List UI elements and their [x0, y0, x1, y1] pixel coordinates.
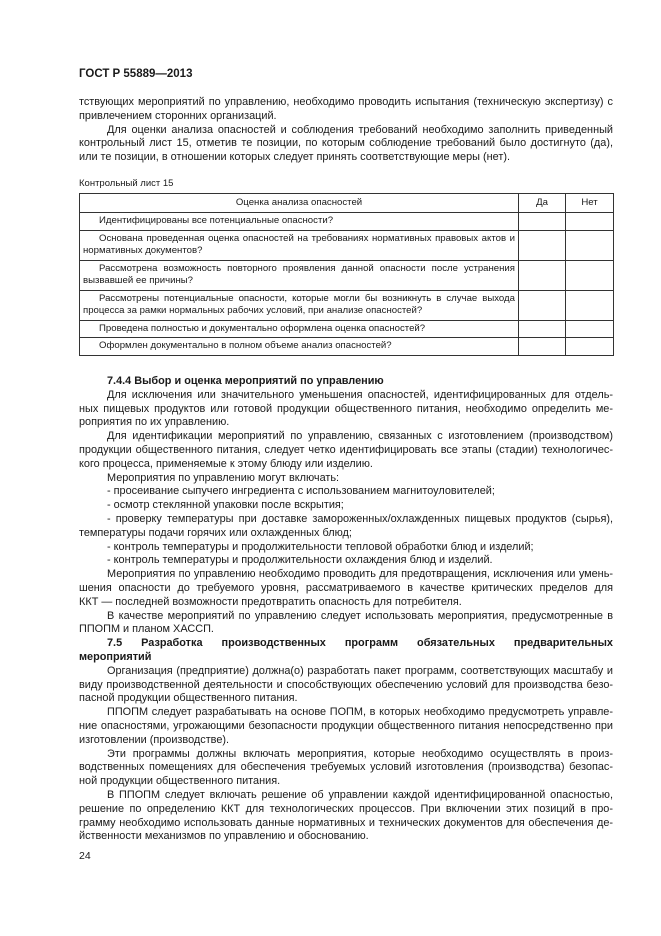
column-header-assessment: Оценка анализа опасностей — [80, 194, 519, 213]
question-cell — [80, 290, 519, 320]
paragraph-line: - осмотр стеклянной упаковки после вскрытия; — [107, 499, 344, 512]
paragraph-line: Мероприятия по управлению могут включать: — [107, 471, 340, 484]
section-heading-line: мероприятий — [79, 650, 152, 663]
paragraph-line: Эти программы должны включать мероприятия, которые необходимо осуществлять в произ- — [107, 747, 613, 760]
table-row — [80, 338, 614, 356]
question-text: Рассмотрены потенциальные опасности, которые могли бы возникнуть в случае выхода процесса за рамки нормальных рабочих условий, при анализе опасностей? — [83, 292, 515, 316]
no-cell[interactable] — [566, 260, 614, 290]
paragraph-line: Организация (предприятие) должна(о) разработать пакет программ, соответствующих масштабу и — [107, 664, 613, 677]
no-cell[interactable] — [566, 338, 614, 356]
paragraph-line: тствующих мероприятий по управлению, необходимо проводить испытания (техническую экспертизу) с — [79, 96, 613, 108]
question-cell — [80, 213, 519, 231]
column-header-yes: Да — [519, 194, 566, 213]
checklist-caption: Контрольный лист 15 — [79, 178, 174, 189]
question-text: Оформлен документально в полном объеме анализ опасностей? — [99, 340, 392, 351]
question-cell — [80, 320, 519, 338]
paragraph-line: температуры подачи горячих или охлажденных блюд; — [79, 526, 352, 539]
yes-cell[interactable] — [519, 260, 566, 290]
paragraph-line: Для идентификации мероприятий по управлению, связанных с изготовлением (производством) — [107, 430, 613, 443]
intro-text — [79, 96, 613, 165]
table-row — [80, 230, 614, 260]
checklist-table — [79, 193, 614, 356]
question-text: Рассмотрена возможность повторного проявления данной опасности после устранения вызвавшей ее причины? — [83, 262, 515, 286]
paragraph-line: изготовлении (производстве). — [79, 733, 230, 746]
question-text: Проведена полностью и документально оформлена оценка опасностей? — [99, 322, 426, 334]
table-row — [80, 320, 614, 338]
yes-cell[interactable] — [519, 320, 566, 338]
table-row — [80, 290, 614, 320]
question-cell — [80, 260, 519, 290]
paragraph-line: йственности механизмов по управлению и обоснованию. — [79, 830, 369, 843]
table-row — [80, 213, 614, 231]
paragraph-line: В ППОПМ следует включать решение об управлении каждой идентифицированной опасностью, — [107, 788, 613, 801]
paragraph-line: ККТ — последней возможности предотвратить опасность для потребителя. — [79, 595, 462, 608]
paragraph-line: роприятия по их управлению. — [79, 416, 230, 429]
paragraph-line: контрольный лист 15, отметив те позиции, по которым соблюдение требований было достигнуто (да), — [79, 137, 613, 150]
paragraph-line: водственных помещениях для обеспечения требуемых условий изготовления (производства) безопас- — [79, 761, 613, 774]
yes-cell[interactable] — [519, 230, 566, 260]
paragraph-line: решение по определению ККТ для технологических процессов. При включении этих позиций в про- — [79, 802, 613, 815]
yes-cell[interactable] — [519, 338, 566, 356]
question-cell — [80, 230, 519, 260]
paragraph-line: - контроль температуры и продолжительности охлаждения блюд и изделий. — [107, 554, 493, 567]
yes-cell[interactable] — [519, 290, 566, 320]
paragraph-line: ние опасностями, угрожающими безопасности продукции общественного питания непосредственно при — [79, 719, 613, 732]
section-text — [79, 375, 613, 844]
paragraph-line: пасной продукции общественного питания. — [79, 692, 298, 705]
paragraph-line: - контроль температуры и продолжительности тепловой обработки блюд и изделий; — [107, 540, 534, 553]
paragraph-line: В качестве мероприятий по управлению следует использовать мероприятия, предусмотренные в — [107, 609, 613, 622]
paragraph-line: - просеивание сыпучего ингредиента с использованием магнитоуловителей; — [107, 485, 495, 498]
paragraph-line: ППОПМ следует разрабатывать на основе ПОПМ, в которых необходимо предусмотреть управле- — [107, 706, 613, 719]
paragraph-line: грамму необходимо использовать данные нормативных и технических документов для обеспечения де- — [79, 816, 613, 829]
paragraph-line: виду производственной деятельности и способствующих обеспечению условий для производства безо- — [79, 678, 613, 691]
table-header-row — [80, 194, 614, 213]
no-cell[interactable] — [566, 213, 614, 231]
paragraph-line: привлечением сторонних организаций. — [79, 109, 277, 122]
paragraph-line: Мероприятия по управлению необходимо проводить для предотвращения, исключения или умень- — [107, 568, 613, 581]
section-heading-line: 7.4.4 Выбор и оценка мероприятий по управлению — [107, 375, 384, 387]
column-header-no: Нет — [566, 194, 614, 213]
table-row — [80, 260, 614, 290]
yes-cell[interactable] — [519, 213, 566, 231]
question-text: Основана проведенная оценка опасностей на требованиях нормативных правовых актов и нормативных документов? — [83, 232, 515, 256]
paragraph-line: ППОПМ и планом ХАССП. — [79, 623, 214, 636]
no-cell[interactable] — [566, 230, 614, 260]
paragraph-line: Для исключения или значительного уменьшения опасностей, идентифицированных для отдель- — [107, 388, 613, 401]
document-header: ГОСТ Р 55889—2013 — [79, 68, 193, 80]
paragraph-line: ных пищевых продуктов или готовой продукции общественного питания, необходимо определить ме- — [79, 402, 613, 415]
paragraph-line: ной продукции общественного питания. — [79, 775, 281, 788]
paragraph-line: кого процесса, применяемые к этому блюду или изделию. — [79, 457, 373, 470]
paragraph-line: или те позиции, в отношении которых следует принять соответствующие меры (нет). — [79, 151, 510, 164]
question-text: Идентифицированы все потенциальные опасности? — [99, 215, 334, 226]
paragraph-line: - проверку температуры при доставке замороженных/охлажденных пищевых продуктов (сырья), — [107, 512, 613, 525]
no-cell[interactable] — [566, 320, 614, 338]
page-number: 24 — [79, 850, 91, 862]
question-cell — [80, 338, 519, 356]
paragraph-line: шения опасности до требуемого уровня, рассматриваемого в качестве критических пределов для — [79, 581, 613, 594]
paragraph-line: продукции общественного питания, следует четко идентифицировать все этапы (стадии) технологичес- — [79, 443, 613, 456]
section-heading-line: 7.5 Разработка производственных программ обязательных предварительных — [107, 637, 613, 650]
paragraph-line: Для оценки анализа опасностей и соблюдения требований необходимо заполнить приведенный — [107, 123, 613, 136]
no-cell[interactable] — [566, 290, 614, 320]
